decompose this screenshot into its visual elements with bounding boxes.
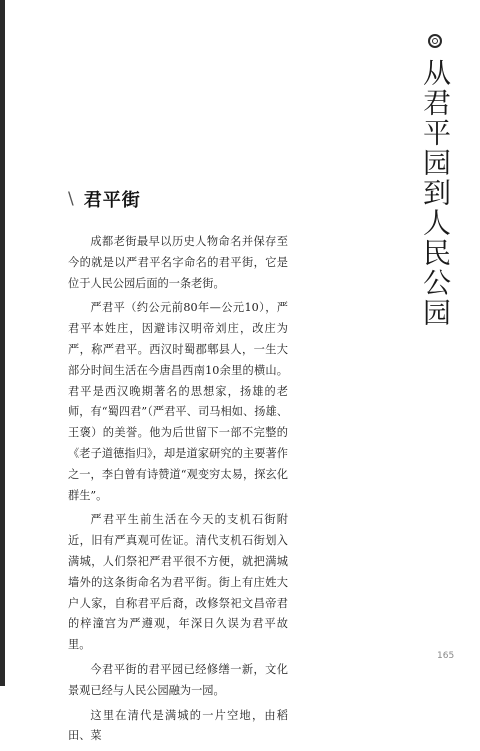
- paragraph: 成都老街最早以历史人物命名并保存至今的就是以严君平名字命名的君平街，它是位于人民公园后面的一条老街。: [68, 235, 288, 290]
- body-text: [68, 232, 288, 751]
- slash-icon: \: [68, 189, 74, 209]
- section-title: 君平街: [83, 190, 141, 211]
- page-edge-rule: [0, 0, 5, 686]
- paragraph: 严君平（约公元前80年—公元10），严君平本姓庄，因避讳汉明帝刘庄，改庄为严，称严君平。西汉时蜀郡郫县人，一生大部分时间生活在今唐昌西南10余里的横山。君平是西汉晚期著名的思想家，扬雄的老师，有“蜀四君”（严君平、司马相如、扬雄、王褒）的美誉。他为后世留下一部不完整的《老子道德指归》，却是道家研究的主要著作之一，李白曾有诗赞道“观变穷太易，探玄化群生”。: [68, 301, 288, 502]
- paragraph: 今君平街的君平园已经修缮一新，文化景观已经与人民公园融为一园。: [68, 662, 288, 697]
- circle-ornament-icon: [428, 34, 442, 48]
- paragraph: 严君平生前生活在今天的支机石街附近，旧有严真观可佐证。清代支机石街划入满城，人们祭祀严君平很不方便，就把满城墙外的这条街命名为君平街。街上有庄姓大户人家，自称君平后裔，改修祭祀文昌帝君的梓潼宫为严遵观，年深日久误为君平故里。: [68, 513, 288, 652]
- chapter-title-block: [418, 34, 452, 328]
- page-number: 165: [437, 651, 455, 661]
- chapter-title: 从君平园到人民公园: [419, 58, 452, 328]
- paragraph: 这里在清代是满城的一片空地，由稻田、菜: [68, 708, 288, 743]
- section-heading: [68, 186, 141, 212]
